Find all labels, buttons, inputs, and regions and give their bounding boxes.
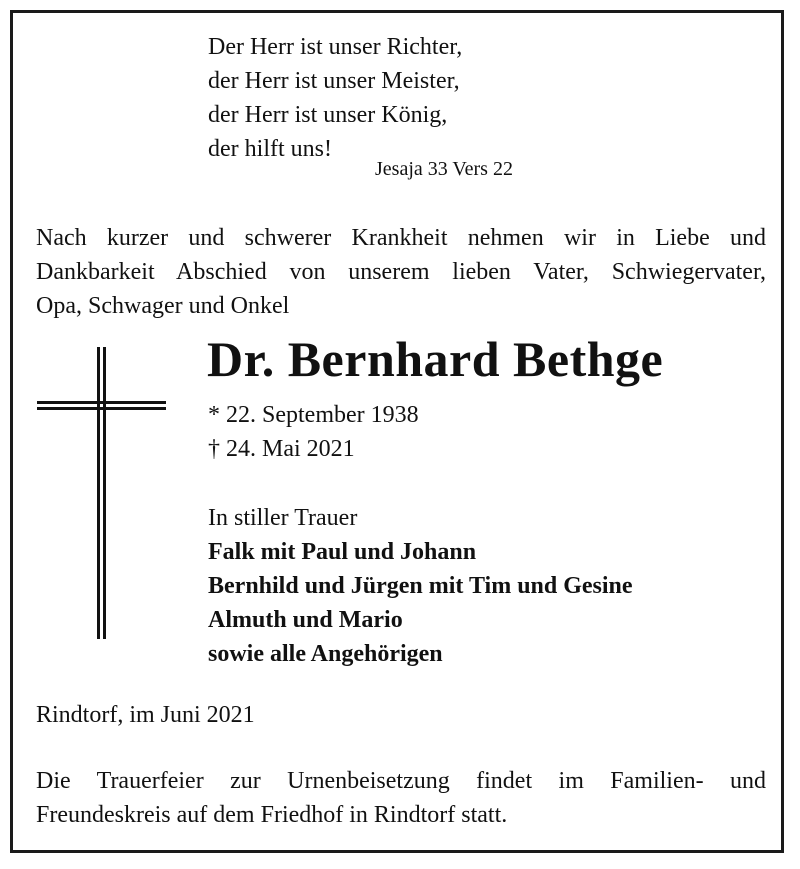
place-and-date: Rindtorf, im Juni 2021 xyxy=(36,702,255,728)
intro-line: Opa, Schwager und Onkel xyxy=(36,293,290,319)
mourners-list xyxy=(208,501,633,671)
double-line-cross-icon xyxy=(36,347,168,644)
mourner-name: Almuth und Mario xyxy=(208,607,403,633)
intro-text xyxy=(36,221,766,323)
intro-line: Dankbarkeit Abschied von unserem lieben Vater, Schwiegervater, xyxy=(36,259,766,285)
mourning-heading: In stiller Trauer xyxy=(208,505,358,531)
ceremony-text xyxy=(36,764,766,832)
verse-line: der Herr ist unser Meister, xyxy=(208,68,460,94)
verse-source: Jesaja 33 Vers 22 xyxy=(375,158,513,180)
mourner-name: Falk mit Paul und Johann xyxy=(208,539,477,565)
bible-verse xyxy=(208,30,462,166)
deceased-name: Dr. Bernhard Bethge xyxy=(207,331,664,387)
verse-line: der hilft uns! xyxy=(208,136,332,162)
mourner-name: sowie alle Angehörigen xyxy=(208,641,443,667)
ceremony-line: Die Trauerfeier zur Urnenbeisetzung findet im Familien- und xyxy=(36,768,766,794)
mourner-name: Bernhild und Jürgen mit Tim und Gesine xyxy=(208,573,633,599)
verse-line: Der Herr ist unser Richter, xyxy=(208,34,463,60)
intro-line: Nach kurzer und schwerer Krankheit nehmen wir in Liebe und xyxy=(36,225,766,251)
life-dates xyxy=(208,398,419,466)
death-date: † 24. Mai 2021 xyxy=(208,436,355,462)
ceremony-line: Freundeskreis auf dem Friedhof in Rindtorf statt. xyxy=(36,802,508,828)
verse-line: der Herr ist unser König, xyxy=(208,102,448,128)
birth-date: * 22. September 1938 xyxy=(208,402,419,428)
